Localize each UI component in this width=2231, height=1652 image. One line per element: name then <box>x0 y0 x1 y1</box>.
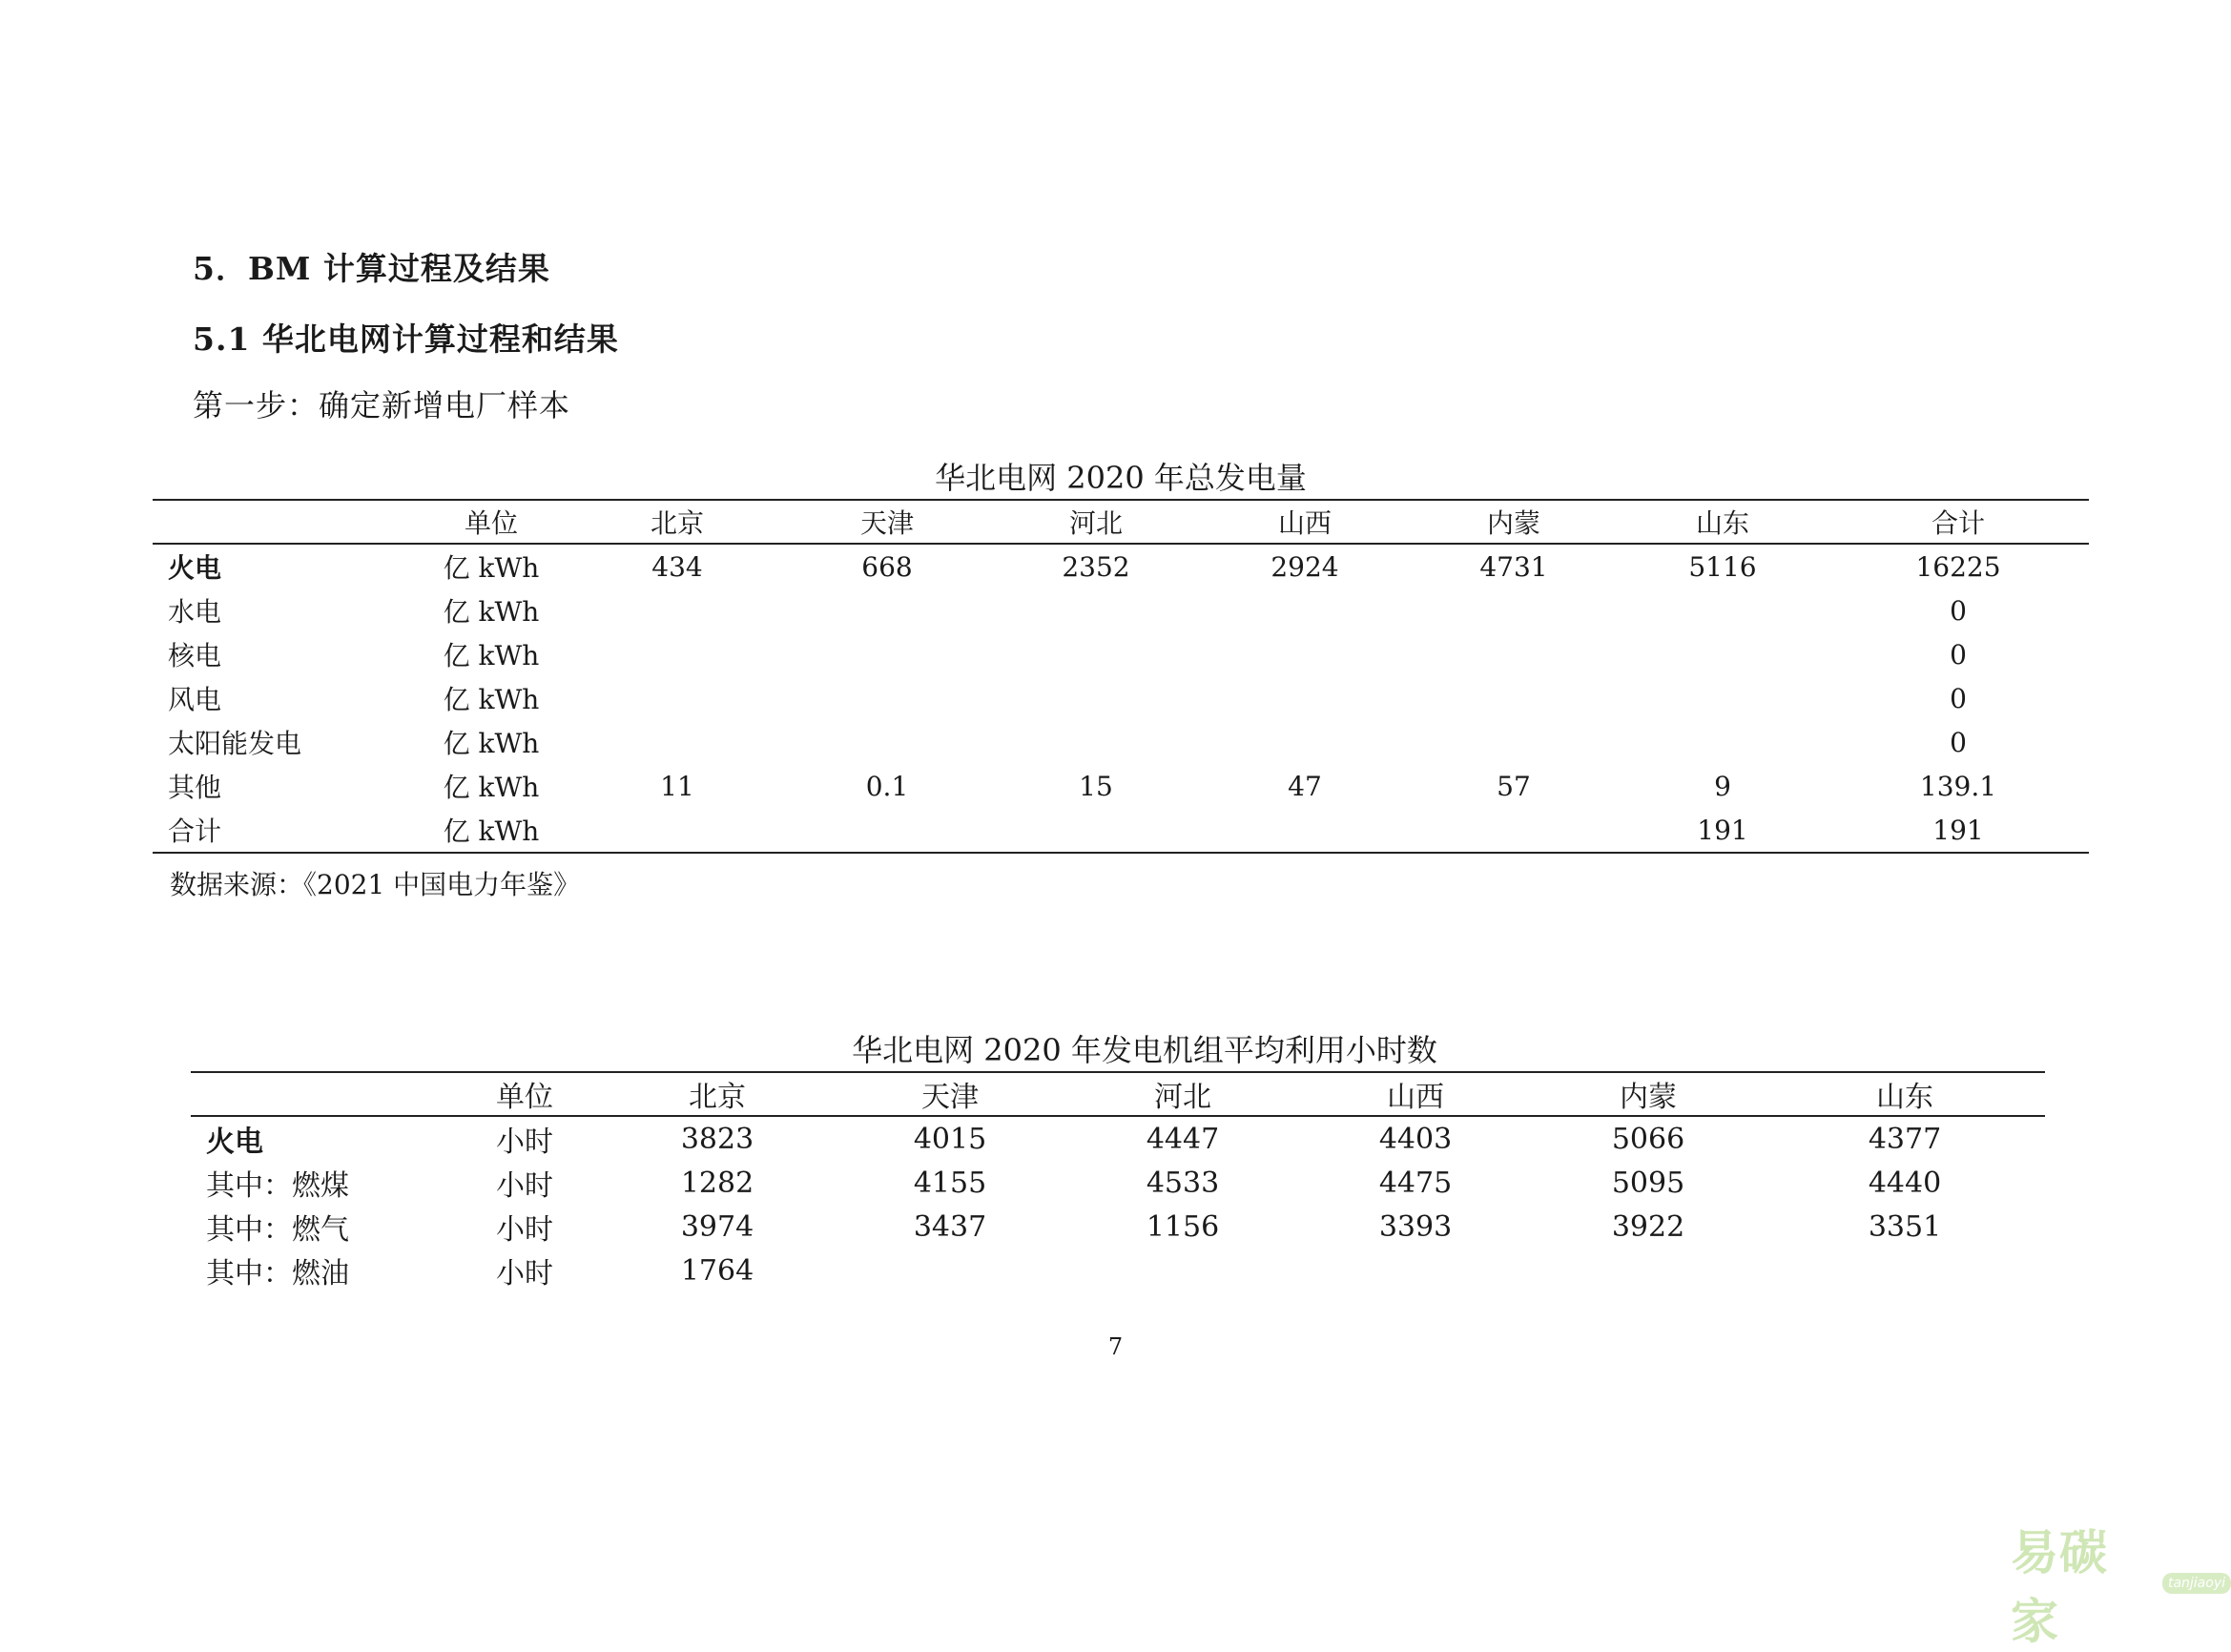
table-cell <box>572 632 782 676</box>
table-cell <box>1410 632 1618 676</box>
watermark <box>2011 1515 2231 1652</box>
table2-caption: 华北电网 2020 年发电机组平均利用小时数 <box>852 1032 1437 1068</box>
table-cell <box>782 589 992 632</box>
table-cell <box>1765 1249 2045 1292</box>
step-text: 第一步：确定新增电厂样本 <box>193 387 571 423</box>
table1-header-cell: 内蒙 <box>1410 500 1618 544</box>
table-cell: 合计 <box>168 816 222 847</box>
table-cell <box>1299 1249 1532 1292</box>
table-cell: 191 <box>1697 814 1748 846</box>
table-cell: 4533 <box>1146 1166 1220 1200</box>
table-cell: 0 <box>1950 682 1967 714</box>
table-cell <box>572 808 782 853</box>
table-row <box>153 632 2089 676</box>
table-cell <box>992 720 1200 764</box>
table-cell: 4731 <box>1479 550 1548 583</box>
table2-header-row <box>191 1072 2045 1116</box>
table-cell <box>1200 676 1410 720</box>
table2-header-cell: 北京 <box>601 1072 834 1116</box>
table-cell <box>1618 720 1828 764</box>
table-cell <box>1532 1249 1765 1292</box>
table-cell: 9 <box>1714 770 1731 802</box>
table-cell: 火电 <box>206 1125 263 1159</box>
table-cell: 47 <box>1288 770 1322 802</box>
table2-header-cell: 内蒙 <box>1532 1072 1765 1116</box>
table2-header-cell: 山东 <box>1765 1072 2045 1116</box>
table-cell <box>1066 1249 1299 1292</box>
watermark-logo-text: 易碳家 <box>2011 1525 2108 1649</box>
table-row <box>153 589 2089 632</box>
table-cell: 139.1 <box>1919 770 1997 802</box>
table-cell <box>1200 720 1410 764</box>
table-cell: 3437 <box>913 1209 987 1244</box>
table-cell: 434 <box>651 550 703 583</box>
table1-header-cell: 合计 <box>1828 500 2089 544</box>
watermark-badge: tanjiaoyi <box>2162 1573 2231 1594</box>
table-cell: 3922 <box>1611 1209 1685 1244</box>
table-cell <box>992 589 1200 632</box>
table-cell: 0.1 <box>865 770 909 802</box>
table-cell: 0 <box>1950 638 1967 671</box>
table-cell: 亿 kWh <box>443 684 540 715</box>
table-cell: 5095 <box>1611 1166 1685 1200</box>
table2-header-cell: 单位 <box>448 1072 601 1116</box>
generation-table <box>153 499 2089 854</box>
table-cell: 亿 kWh <box>443 772 540 803</box>
table-cell <box>782 808 992 853</box>
table-cell: 4155 <box>913 1166 987 1200</box>
table1-header-cell: 北京 <box>572 500 782 544</box>
table-cell: 太阳能发电 <box>168 728 302 759</box>
table-cell <box>992 676 1200 720</box>
table-cell: 其中：燃气 <box>206 1213 349 1247</box>
source-note: 数据来源：《2021 中国电力年鉴》 <box>170 869 581 900</box>
table-cell: 0 <box>1950 726 1967 758</box>
table-cell: 其中：燃油 <box>206 1257 349 1291</box>
table-cell: 3351 <box>1868 1209 1942 1244</box>
table-cell <box>782 632 992 676</box>
utilization-hours-table <box>191 1071 2045 1292</box>
table-cell: 1764 <box>680 1253 754 1288</box>
table-cell <box>1410 589 1618 632</box>
table-cell: 2352 <box>1062 550 1130 583</box>
table-cell: 小时 <box>496 1125 553 1159</box>
table2-header-cell: 天津 <box>834 1072 1066 1116</box>
table-cell: 小时 <box>496 1169 553 1203</box>
table-cell: 风电 <box>168 684 222 715</box>
table-cell: 2924 <box>1270 550 1339 583</box>
table-cell <box>572 589 782 632</box>
table-cell: 核电 <box>168 640 222 671</box>
table1-header-cell: 山东 <box>1618 500 1828 544</box>
table-row <box>153 720 2089 764</box>
table-cell: 3974 <box>680 1209 754 1244</box>
table-cell: 其他 <box>168 772 222 803</box>
table-row <box>153 764 2089 808</box>
table-cell <box>992 808 1200 853</box>
table2-header-cell <box>191 1072 448 1116</box>
table-cell <box>1618 589 1828 632</box>
table-cell: 3823 <box>680 1122 754 1156</box>
table-cell: 亿 kWh <box>443 596 540 628</box>
table-row <box>191 1116 2045 1161</box>
table-cell: 亿 kWh <box>443 728 540 759</box>
table-cell: 小时 <box>496 1213 553 1247</box>
table-cell: 4447 <box>1146 1122 1220 1156</box>
table-cell: 4377 <box>1868 1122 1942 1156</box>
table-cell: 4440 <box>1868 1166 1942 1200</box>
table-cell <box>992 632 1200 676</box>
table1-header-cell: 单位 <box>410 500 572 544</box>
table-cell: 191 <box>1932 814 1984 846</box>
table-cell <box>782 676 992 720</box>
table-row <box>153 544 2089 589</box>
table-cell: 亿 kWh <box>443 552 540 584</box>
table-cell: 15 <box>1079 770 1113 802</box>
table2-header-cell: 山西 <box>1299 1072 1532 1116</box>
table-cell: 4403 <box>1378 1122 1453 1156</box>
table-cell: 11 <box>660 770 694 802</box>
table-cell: 5066 <box>1611 1122 1685 1156</box>
table-cell: 亿 kWh <box>443 816 540 847</box>
table-cell <box>1410 808 1618 853</box>
table-cell: 0 <box>1950 594 1967 627</box>
table1-header-cell: 河北 <box>992 500 1200 544</box>
table1-header-cell <box>153 500 410 544</box>
table-cell <box>572 720 782 764</box>
table-cell <box>1618 632 1828 676</box>
table-cell: 1282 <box>680 1166 754 1200</box>
table-row <box>153 676 2089 720</box>
page-number: 7 <box>1107 1333 1124 1360</box>
table-cell: 1156 <box>1146 1209 1220 1244</box>
table-cell <box>1200 808 1410 853</box>
table-row <box>191 1205 2045 1249</box>
table-cell <box>1410 676 1618 720</box>
table-cell: 火电 <box>168 552 222 584</box>
table1-caption: 华北电网 2020 年总发电量 <box>935 460 1307 496</box>
table-cell: 16225 <box>1915 550 2001 583</box>
table-cell: 4015 <box>913 1122 987 1156</box>
table-cell: 5116 <box>1688 550 1757 583</box>
table-cell <box>1200 589 1410 632</box>
table-cell: 其中：燃煤 <box>206 1169 349 1203</box>
table-cell <box>834 1249 1066 1292</box>
table1-header-cell: 天津 <box>782 500 992 544</box>
table-cell <box>1200 632 1410 676</box>
table1-header-row <box>153 500 2089 544</box>
table-cell <box>1410 720 1618 764</box>
subsection-heading: 5.1 华北电网计算过程和结果 <box>193 320 619 358</box>
table-row <box>153 808 2089 853</box>
table-cell: 亿 kWh <box>443 640 540 671</box>
table-row <box>191 1161 2045 1205</box>
table2-header-cell: 河北 <box>1066 1072 1299 1116</box>
table1-header-cell: 山西 <box>1200 500 1410 544</box>
section-heading: 5．BM 计算过程及结果 <box>193 250 550 287</box>
table-cell <box>1618 676 1828 720</box>
table-cell: 4475 <box>1378 1166 1453 1200</box>
table-cell <box>782 720 992 764</box>
table-cell: 水电 <box>168 596 222 628</box>
table-cell: 57 <box>1497 770 1531 802</box>
table-row <box>191 1249 2045 1292</box>
table-cell: 668 <box>861 550 913 583</box>
table-cell <box>572 676 782 720</box>
table-cell: 小时 <box>496 1257 553 1291</box>
table-cell: 3393 <box>1378 1209 1453 1244</box>
